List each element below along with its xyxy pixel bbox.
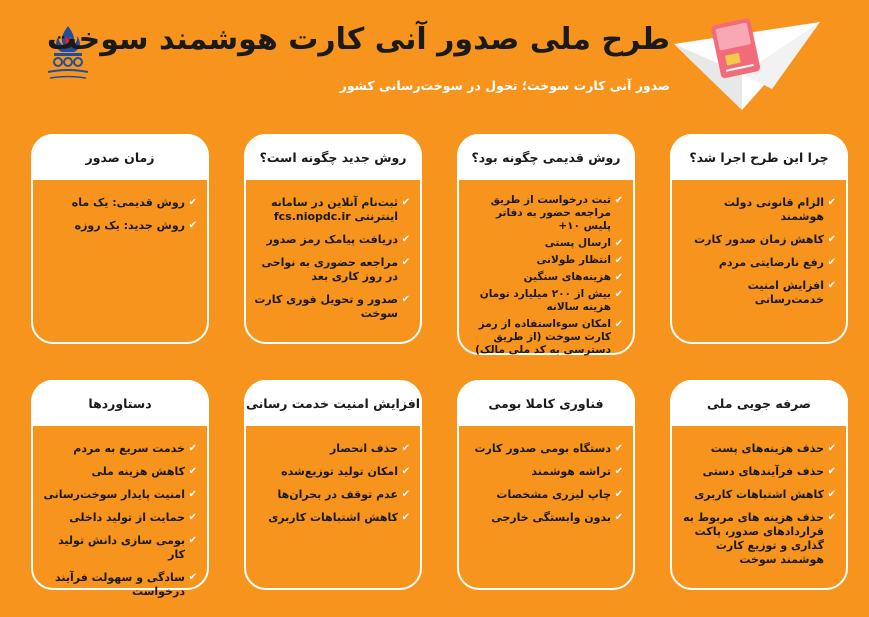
check-icon: ✔ (614, 289, 623, 300)
list-item: ✔ بدون وابستگی خارجی (491, 511, 623, 524)
list-item: ✔ سادگی و سهولت فرآیند درخواست (55, 571, 197, 598)
card-service-security (244, 380, 422, 590)
check-icon: ✔ (188, 512, 197, 523)
card-header (457, 134, 635, 180)
card-list (41, 196, 197, 242)
list-item: ✔ حذف انحصار (329, 442, 410, 455)
card-title: صرفه جویی ملی (707, 395, 811, 411)
list-item: ✔ دریافت پیامک رمز صدور (266, 233, 410, 246)
card-list (41, 442, 197, 608)
check-icon: ✔ (614, 195, 623, 206)
card-header (244, 134, 422, 180)
list-item: ✔ امکان سوءاستفاده از رمز کارت سوخت (از طریق دسترسی به کد ملی مالک) (475, 318, 623, 356)
card-header (31, 134, 209, 180)
check-icon: ✔ (827, 466, 836, 477)
card-header (31, 380, 209, 426)
check-icon: ✔ (401, 489, 410, 500)
list-item: ✔ تراشه هوشمند (531, 465, 623, 478)
list-item: ✔ انتظار طولانی (536, 254, 623, 266)
check-icon: ✔ (614, 512, 623, 523)
page-title: طرح ملی صدور آنی کارت هوشمند سوخت (46, 22, 670, 57)
card-header (457, 380, 635, 426)
list-item: ✔ ثبت‌نام آنلاین در سامانه اینترنتی fcs.niopdc.ir (270, 196, 410, 223)
card-header (670, 134, 848, 180)
check-icon: ✔ (401, 294, 410, 305)
card-why (670, 134, 848, 344)
card-title: فناوری کاملا بومی (488, 395, 604, 411)
check-icon: ✔ (401, 197, 410, 208)
list-item: ✔ صدور و تحویل فوری کارت سوخت (254, 293, 410, 320)
list-item: ✔ امکان تولید توزیع‌شده (281, 465, 410, 478)
check-icon: ✔ (614, 238, 623, 249)
card-list (680, 442, 836, 576)
check-icon: ✔ (827, 512, 836, 523)
check-icon: ✔ (827, 443, 836, 454)
card-local-technology (457, 380, 635, 590)
check-icon: ✔ (614, 272, 623, 283)
check-icon: ✔ (827, 234, 836, 245)
check-icon: ✔ (401, 512, 410, 523)
check-icon: ✔ (827, 257, 836, 268)
list-item: ✔ خدمت سریع به مردم (73, 442, 197, 455)
card-title: روش قدیمی چگونه بود؟ (471, 149, 621, 165)
check-icon: ✔ (188, 443, 197, 454)
list-item: ✔ کاهش هزینه ملی (91, 465, 197, 478)
check-icon: ✔ (188, 572, 197, 583)
list-item: ✔ روش جدید: یک روزه (74, 219, 197, 232)
card-list (254, 442, 410, 534)
card-achievements (31, 380, 209, 598)
card-new-method (244, 134, 422, 344)
card-title: روش جدید چگونه است؟ (259, 149, 407, 165)
check-icon: ✔ (401, 257, 410, 268)
list-item: ✔ امنیت پایدار سوخت‌رسانی (43, 488, 197, 501)
list-item: ✔ ثبت درخواست از طریق مراجعه حضور به دفاتر پلیس ۱۰+ (490, 194, 623, 232)
card-list (467, 442, 623, 534)
check-icon: ✔ (614, 489, 623, 500)
check-icon: ✔ (188, 535, 197, 546)
check-icon: ✔ (614, 255, 623, 266)
list-item: ✔ کاهش اشتباهات کاربری (268, 511, 410, 524)
card-list (467, 194, 623, 361)
card-old-method (457, 134, 635, 355)
card-list (254, 196, 410, 330)
list-item: ✔ حذف فرآیندهای دستی (702, 465, 836, 478)
list-item: ✔ بومی سازی دانش تولید کار (58, 534, 197, 561)
check-icon: ✔ (614, 466, 623, 477)
list-item: ✔ چاپ لیزری مشخصات (496, 488, 623, 501)
check-icon: ✔ (188, 466, 197, 477)
list-item: ✔ مراجعه حضوری به نواحی در روز کاری بعد (261, 256, 410, 283)
check-icon: ✔ (614, 319, 623, 330)
list-item: ✔ هزینه‌های سنگین (523, 271, 623, 283)
page-subtitle: صدور آنی کارت سوخت؛ تحول در سوخت‌رسانی کشور (339, 78, 670, 93)
check-icon: ✔ (614, 443, 623, 454)
card-national-savings (670, 380, 848, 590)
card-header (670, 380, 848, 426)
list-item: ✔ کاهش زمان صدور کارت (694, 233, 836, 246)
card-title: زمان صدور (85, 149, 155, 165)
card-title: دستاوردها (88, 395, 152, 411)
card-list (680, 196, 836, 316)
check-icon: ✔ (188, 197, 197, 208)
card-header (244, 380, 422, 426)
check-icon: ✔ (827, 489, 836, 500)
check-icon: ✔ (401, 466, 410, 477)
check-icon: ✔ (827, 280, 836, 291)
check-icon: ✔ (188, 220, 197, 231)
check-icon: ✔ (401, 234, 410, 245)
paper-plane-card-icon (672, 14, 822, 112)
check-icon: ✔ (188, 489, 197, 500)
list-item: ✔ ارسال پستی (544, 237, 623, 249)
list-item: ✔ دستگاه بومی صدور کارت (474, 442, 623, 455)
check-icon: ✔ (401, 443, 410, 454)
card-title: چرا این طرح اجرا شد؟ (689, 149, 829, 165)
list-item: ✔ رفع نارضایتی مردم (718, 256, 836, 269)
list-item: ✔ بیش از ۲۰۰ میلیارد تومان هزینه سالانه (479, 288, 623, 313)
list-item: ✔ حذف هزینه‌های پست (710, 442, 836, 455)
list-item: ✔ حذف هزینه های مربوط به قراردادهای صدور، پاکت گذاری و توزیع کارت هوشمند سوخت (683, 511, 836, 566)
list-item: ✔ کاهش اشتباهات کاربری (694, 488, 836, 501)
card-title: افزایش امنیت خدمت رسانی (245, 395, 421, 411)
list-item: ✔ حمایت از تولید داخلی (69, 511, 197, 524)
list-item: ✔ عدم توقف در بحران‌ها (277, 488, 410, 501)
check-icon: ✔ (827, 197, 836, 208)
list-item: ✔ الزام قانونی دولت هوشمند (723, 196, 836, 223)
list-item: ✔ روش قدیمی: یک ماه (71, 196, 197, 209)
card-issue-time (31, 134, 209, 344)
list-item: ✔ افزایش امنیت خدمت‌رسانی (747, 279, 836, 306)
